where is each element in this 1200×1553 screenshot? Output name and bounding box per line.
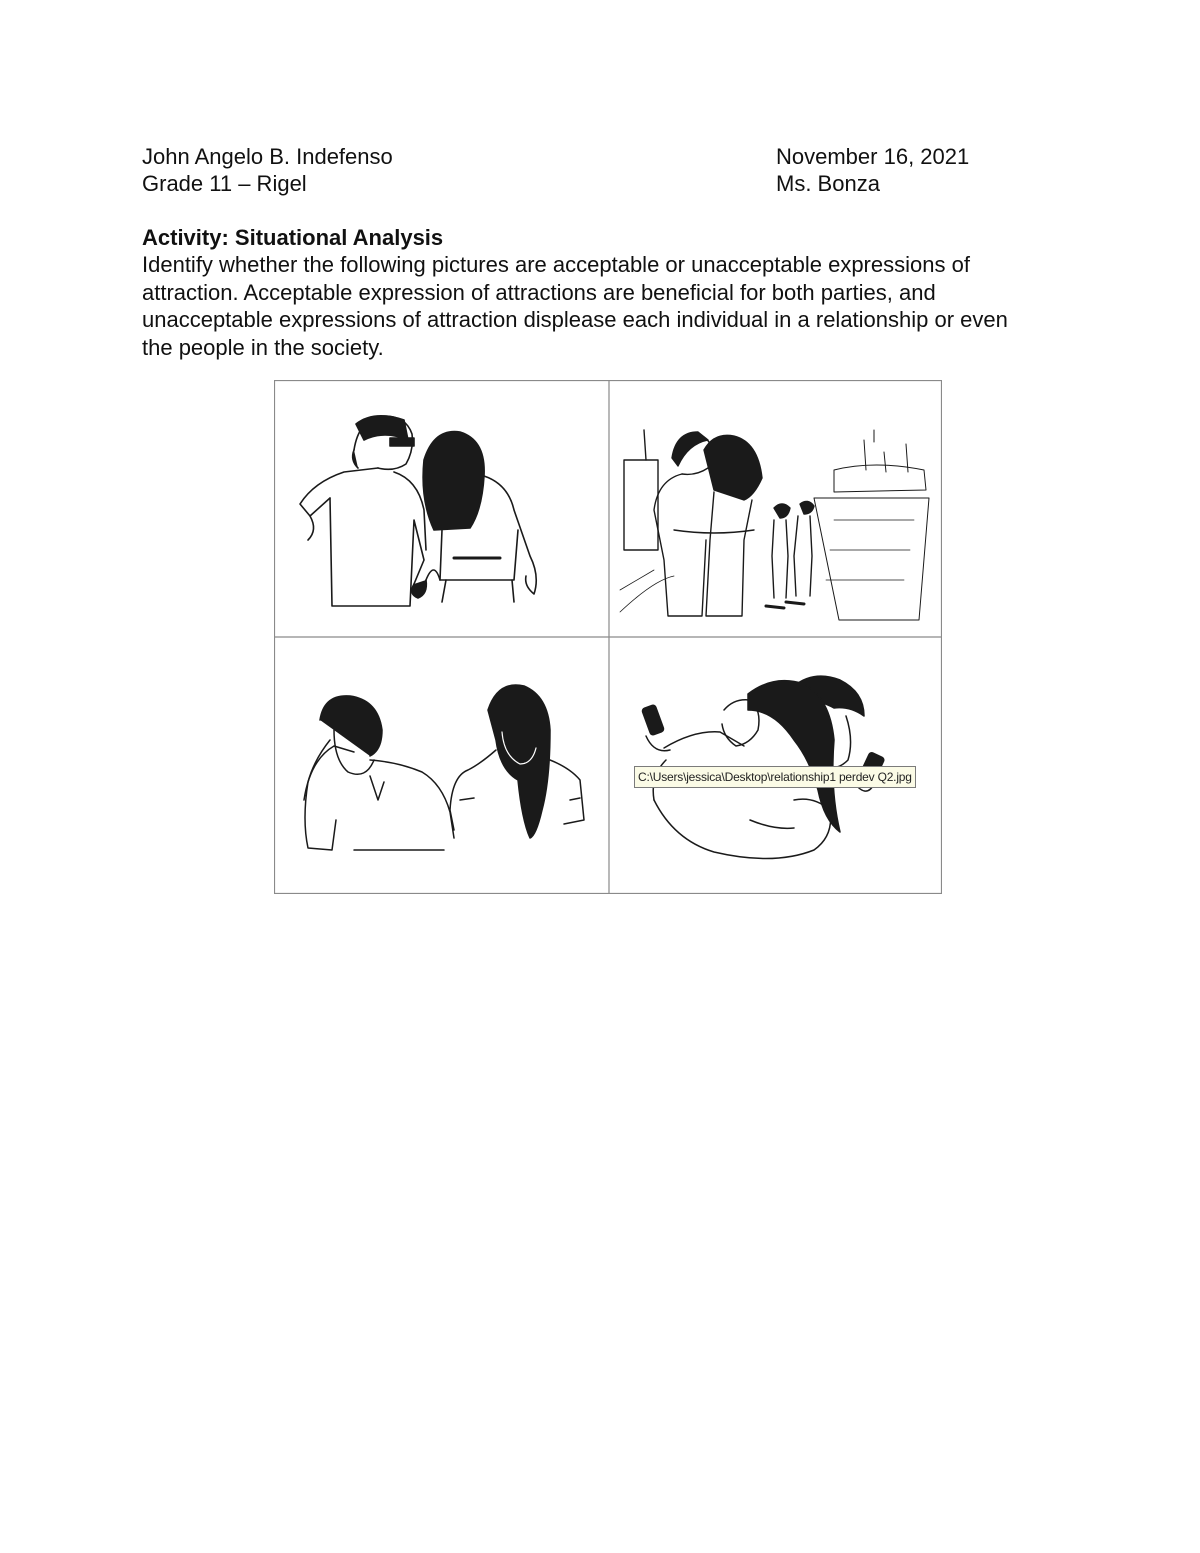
- couple-hugging-in-public-drawing: [620, 430, 929, 620]
- teacher-name: Ms. Bonza: [776, 171, 880, 196]
- date: November 16, 2021: [776, 144, 970, 169]
- activity-instructions: Identify whether the following pictures are acceptable or unacceptable expressions of attraction. Acceptable expression of attractions are beneficial for both parties, and unacceptable expressions of attraction displease each individual in a relationship or even the people in the society.: [142, 252, 1008, 360]
- file-path-tooltip: C:\Users\jessica\Desktop\relationship1 perdev Q2.jpg: [634, 766, 916, 788]
- grade-section: Grade 11 – Rigel: [142, 171, 307, 196]
- activity-title: Activity: Situational Analysis: [142, 225, 444, 250]
- couple-holding-hands-drawing: [300, 416, 536, 606]
- student-name: John Angelo B. Indefenso: [142, 144, 393, 169]
- upset-couple-drawing: [304, 685, 584, 850]
- picture-grid: [274, 380, 942, 894]
